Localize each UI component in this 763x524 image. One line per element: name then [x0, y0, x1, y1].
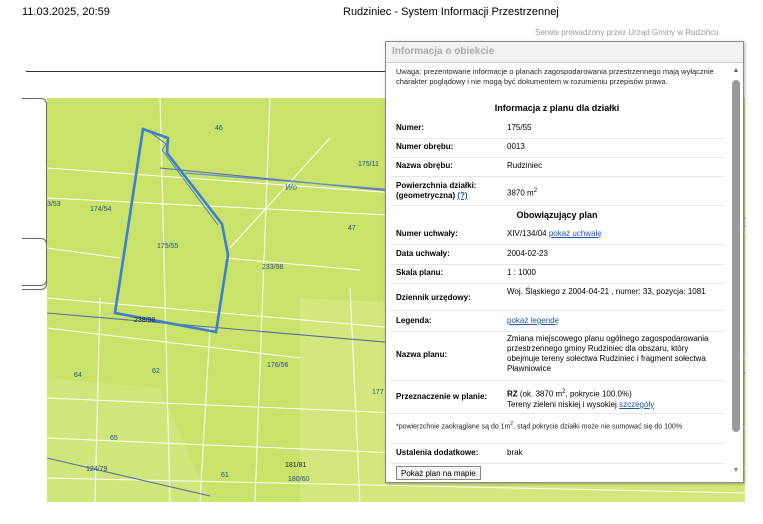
zoning-coverage: , pokrycie 100.0%)	[565, 389, 632, 399]
map-label: 64	[74, 372, 82, 379]
page-title: Rudziniec - System Informacji Przestrzennej	[343, 6, 559, 18]
row-divider	[390, 443, 724, 444]
skala-value: 1 : 1000	[507, 268, 536, 277]
legenda-value	[507, 316, 717, 326]
numer-obrebu-value: 0013	[507, 142, 525, 151]
nazwa-planu-value: Zmiana miejscowego planu ogólnego zagospodarowania przestrzennego gminy Rudziniec dla obszaru, który obejmuje tereny sołectwa Rudziniec i fragment sołectwa Pławniowice	[507, 334, 709, 373]
section-plot-info: Informacja z planu dla działki	[494, 103, 620, 113]
zoning-area: (ok. 3870 m	[519, 389, 563, 399]
row-divider	[390, 205, 724, 206]
popup-body[interactable]	[386, 63, 728, 482]
map-label: 124/79	[86, 466, 108, 473]
row-divider	[390, 176, 724, 177]
ustalenia-label: Ustalenia dodatkowe:	[396, 448, 479, 457]
area-unit-sup: 2	[533, 188, 538, 194]
footnote-part-a: *powierzchnie zaokrąglane są do 1m	[396, 423, 511, 431]
map-label: 177	[372, 389, 384, 396]
map-label: 238/98	[134, 317, 156, 324]
map-label: 174/54	[90, 206, 112, 213]
header-subtitle: Serwis prowadzony przez Urząd Gminy w Rudzińcu	[535, 28, 719, 37]
row-divider	[390, 331, 724, 332]
przeznaczenie-label: Przeznaczenie w planie:	[396, 392, 488, 401]
data-uchwaly-value: 2004-02-23	[507, 249, 548, 258]
row-divider	[390, 413, 724, 414]
uchwala-label: Numer uchwały:	[396, 229, 458, 238]
row-divider	[390, 157, 724, 158]
footnote-sup: 2	[510, 421, 514, 427]
row-divider	[390, 380, 724, 381]
map-label: 47	[348, 225, 356, 232]
map-label: 176/56	[267, 362, 289, 369]
area-help-link[interactable]: (?)	[457, 191, 468, 200]
header-divider	[26, 71, 388, 72]
map-label: 3/53	[47, 201, 61, 208]
section-current-plan: Obowiązujący plan	[516, 210, 598, 220]
numer-label: Numer:	[396, 123, 425, 132]
numer-obrebu-label: Numer obrębu:	[396, 142, 454, 151]
show-plan-on-map-button[interactable]: Pokaż plan na mapie	[396, 466, 481, 480]
zoning-area-sup: 2	[562, 389, 566, 395]
river-label: Wo	[285, 183, 297, 192]
przeznaczenie-value	[507, 387, 717, 410]
map-label: 62	[152, 368, 160, 375]
row-divider	[390, 264, 724, 265]
map-label: 175/11	[358, 161, 379, 168]
area-number: 3870 m	[507, 188, 534, 198]
nazwa-obrebu-value: Rudziniec	[507, 161, 543, 170]
map-label: 61	[221, 472, 229, 479]
row-divider	[390, 138, 724, 139]
map-label: 175/55	[157, 243, 179, 250]
map-label: 181/81	[285, 462, 307, 469]
row-divider	[390, 244, 724, 245]
map-label: 65	[110, 435, 118, 442]
scroll-thumb[interactable]	[732, 80, 740, 432]
popup-title: Informacja o obiekcie	[386, 42, 743, 63]
show-legend-link[interactable]: pokaż legendę	[507, 316, 560, 325]
zoning-details-link[interactable]: szczegóły	[619, 399, 655, 409]
popup-scrollbar[interactable]	[731, 66, 741, 476]
area-label-line2: (geometryczna)	[396, 191, 456, 200]
map-label: 180/60	[288, 476, 310, 483]
nazwa-obrebu-label: Nazwa obrębu:	[396, 161, 453, 170]
numer-value: 175/55	[507, 123, 532, 132]
map-label: 46	[215, 125, 223, 132]
uchwala-value	[507, 229, 717, 239]
ustalenia-value: brak	[507, 448, 523, 457]
row-divider	[390, 310, 724, 311]
plan-notice: Uwaga: prezentowane informacje o planach zagospodarowania przestrzennego mają wyłącznie charakter poglądowy i nie mogą być dokumentem w rozumieniu przepisów prawa.	[396, 67, 714, 86]
row-divider	[390, 283, 724, 284]
skala-label: Skala planu:	[396, 268, 444, 277]
area-value	[507, 186, 717, 199]
footnote-part-b: , stąd pokrycie działki może nie sumować się do 100%	[513, 423, 683, 431]
nazwa-planu-label: Nazwa planu:	[396, 350, 448, 359]
map-label: 233/98	[262, 264, 284, 271]
scroll-up-arrow-icon[interactable]: ▲	[732, 67, 740, 74]
uchwala-number: XIV/134/04	[507, 229, 547, 238]
object-info-popup[interactable]	[385, 41, 744, 483]
area-label	[396, 181, 476, 201]
legenda-label: Legenda:	[396, 316, 432, 325]
show-resolution-link[interactable]: pokaż uchwałę	[548, 229, 602, 238]
dziennik-label: Dziennik urzędowy:	[396, 293, 471, 302]
scroll-down-arrow-icon[interactable]: ▼	[732, 467, 740, 474]
zoning-code: RZ	[507, 389, 518, 399]
zoning-description: Tereny zieleni niskiej i wysokiej	[507, 399, 617, 409]
row-divider	[390, 463, 724, 464]
data-uchwaly-label: Data uchwały:	[396, 249, 450, 258]
area-footnote	[396, 420, 721, 431]
header-datetime: 11.03.2025, 20:59	[22, 6, 110, 18]
area-label-line1: Powierzchnia działki:	[396, 181, 477, 190]
map-side-button[interactable]	[22, 238, 47, 286]
dziennik-value: Woj. Śląskiego z 2004-04-21 , numer: 33, pozycja: 1081	[507, 287, 706, 296]
